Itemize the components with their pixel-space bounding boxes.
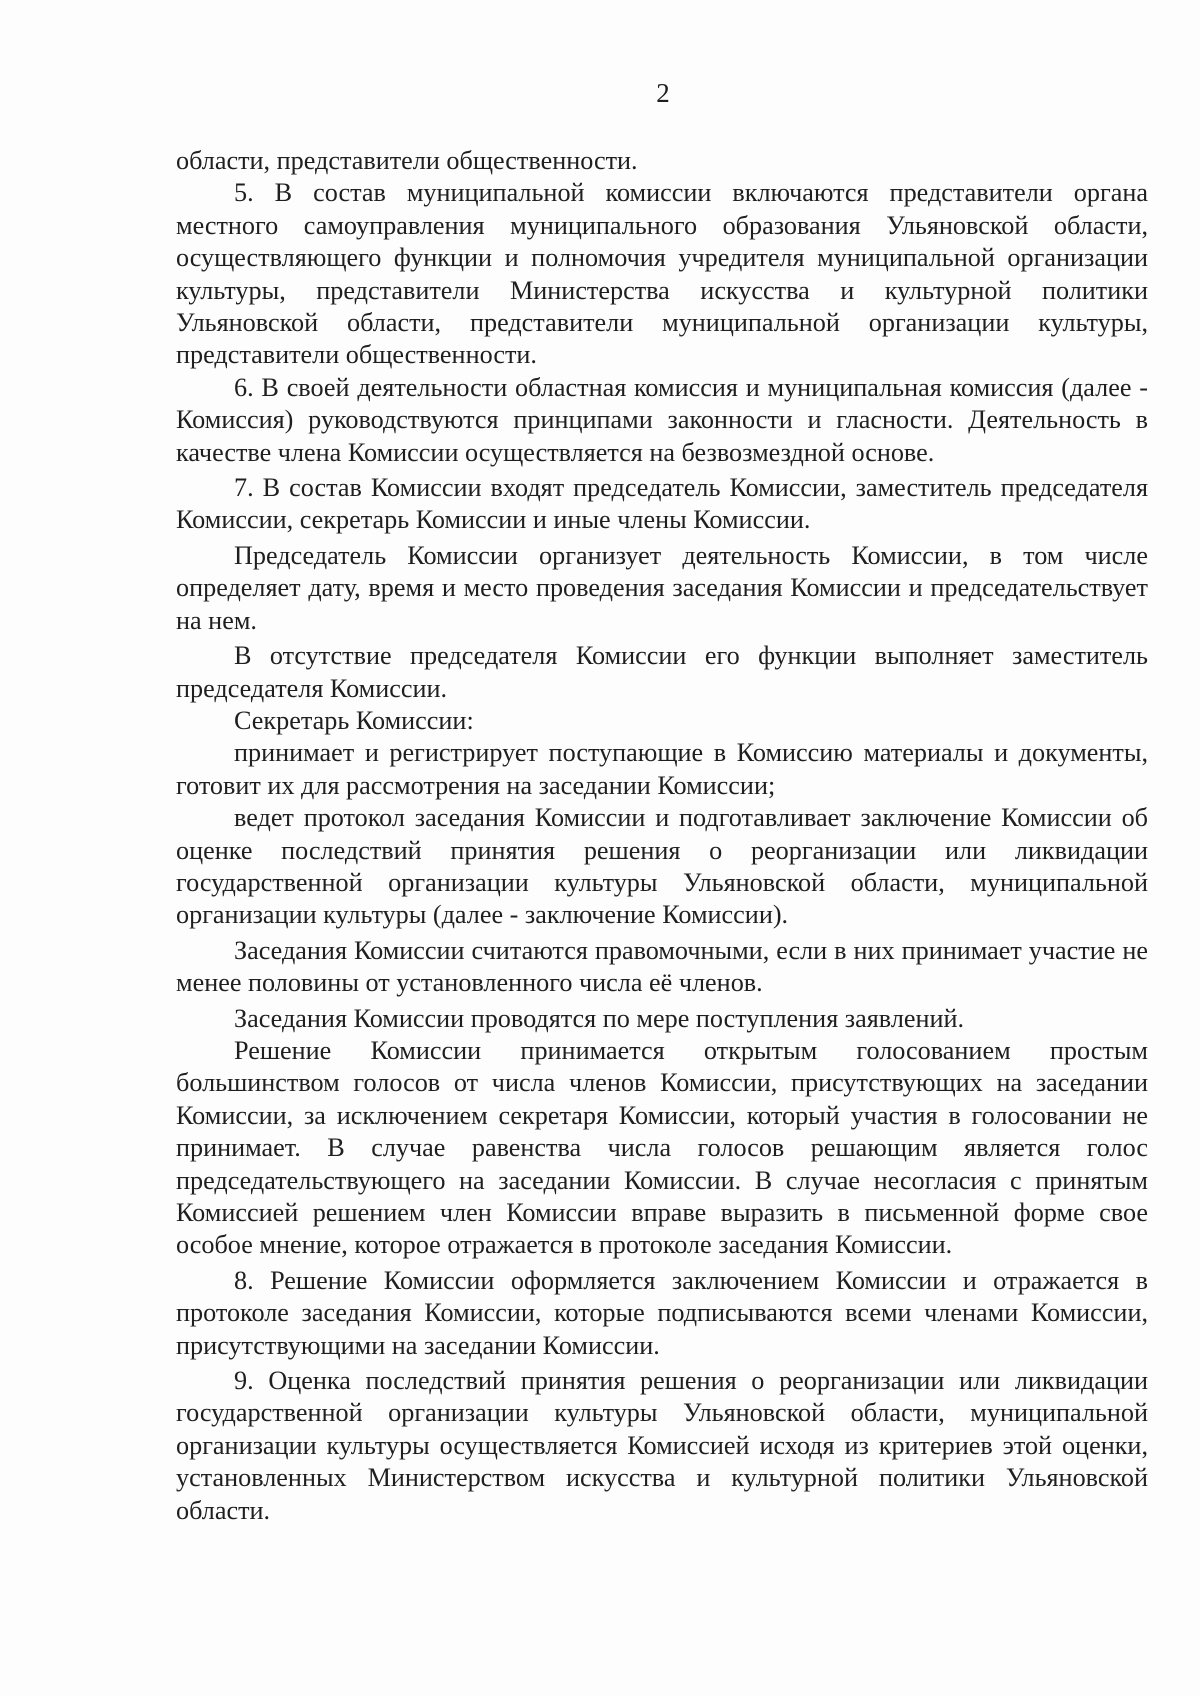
paragraph-meetings: Заседания Комиссии проводятся по мере поступления заявлений. <box>234 1003 965 1033</box>
paragraph-secretary-duty-2: ведет протокол заседания Комиссии и подготавливает заключение Комиссии об оценке последствий принятия решения о реорганизации или ликвидации государственной организации культуры Ульяновской области, муниципальной организации культуры (далее - заключение Комиссии). <box>176 803 1148 930</box>
paragraph-deputy: В отсутствие председателя Комиссии его функции выполняет заместитель председателя Комиссии. <box>176 641 1148 703</box>
paragraph-item-9: 9. Оценка последствий принятия решения о реорганизации или ликвидации государственной организации культуры Ульяновской области, муниципальной организации культуры осуществляется Комиссией исходя из критериев этой оценки, установленных Министерством искусства и культурной политики Ульяновской области. <box>176 1366 1148 1525</box>
paragraph-chairman-duties: Председатель Комиссии организует деятельность Комиссии, в том числе определяет дату, время и место проведения заседания Комиссии и председательствует на нем. <box>176 540 1148 635</box>
paragraph-secretary-heading: Секретарь Комиссии: <box>234 705 474 735</box>
paragraph-decision: Решение Комиссии принимается открытым голосованием простым большинством голосов от числа членов Комиссии, присутствующих на заседании Комиссии, за исключением секретаря Комиссии, который участия в голосовании не принимает. В случае равенства числа голосов решающим является голос председательствующего на заседании Комиссии. В случае несогласия с принятым Комиссией решением член Комиссии вправе выразить в письменной форме свое особое мнение, которое отражается в протоколе заседания Комиссии. <box>176 1035 1148 1260</box>
paragraph-item-8: 8. Решение Комиссии оформляется заключением Комиссии и отражается в протоколе заседания Комиссии, которые подписываются всеми членами Комиссии, присутствующими на заседании Комиссии. <box>176 1265 1148 1360</box>
page-number: 2 <box>656 78 670 108</box>
paragraph-quorum: Заседания Комиссии считаются правомочными, если в них принимает участие не менее половины от установленного числа её членов. <box>176 935 1148 998</box>
paragraph-continuation: области, представители общественности. <box>176 146 638 175</box>
paragraph-item-6: 6. В своей деятельности областная комиссия и муниципальная комиссия (далее - Комиссия) руководствуются принципами законности и гласности. Деятельность в качестве члена Комиссии осуществляется на безвозмездной основе. <box>176 372 1148 467</box>
paragraph-secretary-duty-1: принимает и регистрирует поступающие в Комиссию материалы и документы, готовит их для рассмотрения на заседании Комиссии; <box>176 738 1148 800</box>
paragraph-item-7: 7. В состав Комиссии входят председатель Комиссии, заместитель председателя Комиссии, секретарь Комиссии и иные члены Комиссии. <box>176 473 1148 535</box>
document-body <box>176 145 1148 1527</box>
paragraph-item-5: 5. В состав муниципальной комиссии включаются представители органа местного самоуправления муниципального образования Ульяновской области, осуществляющего функции и полномочия учредителя муниципальной организации культуры, представители Министерства искусства и культурной политики Ульяновской области, представители муниципальной организации культуры, представители общественности. <box>176 178 1148 370</box>
